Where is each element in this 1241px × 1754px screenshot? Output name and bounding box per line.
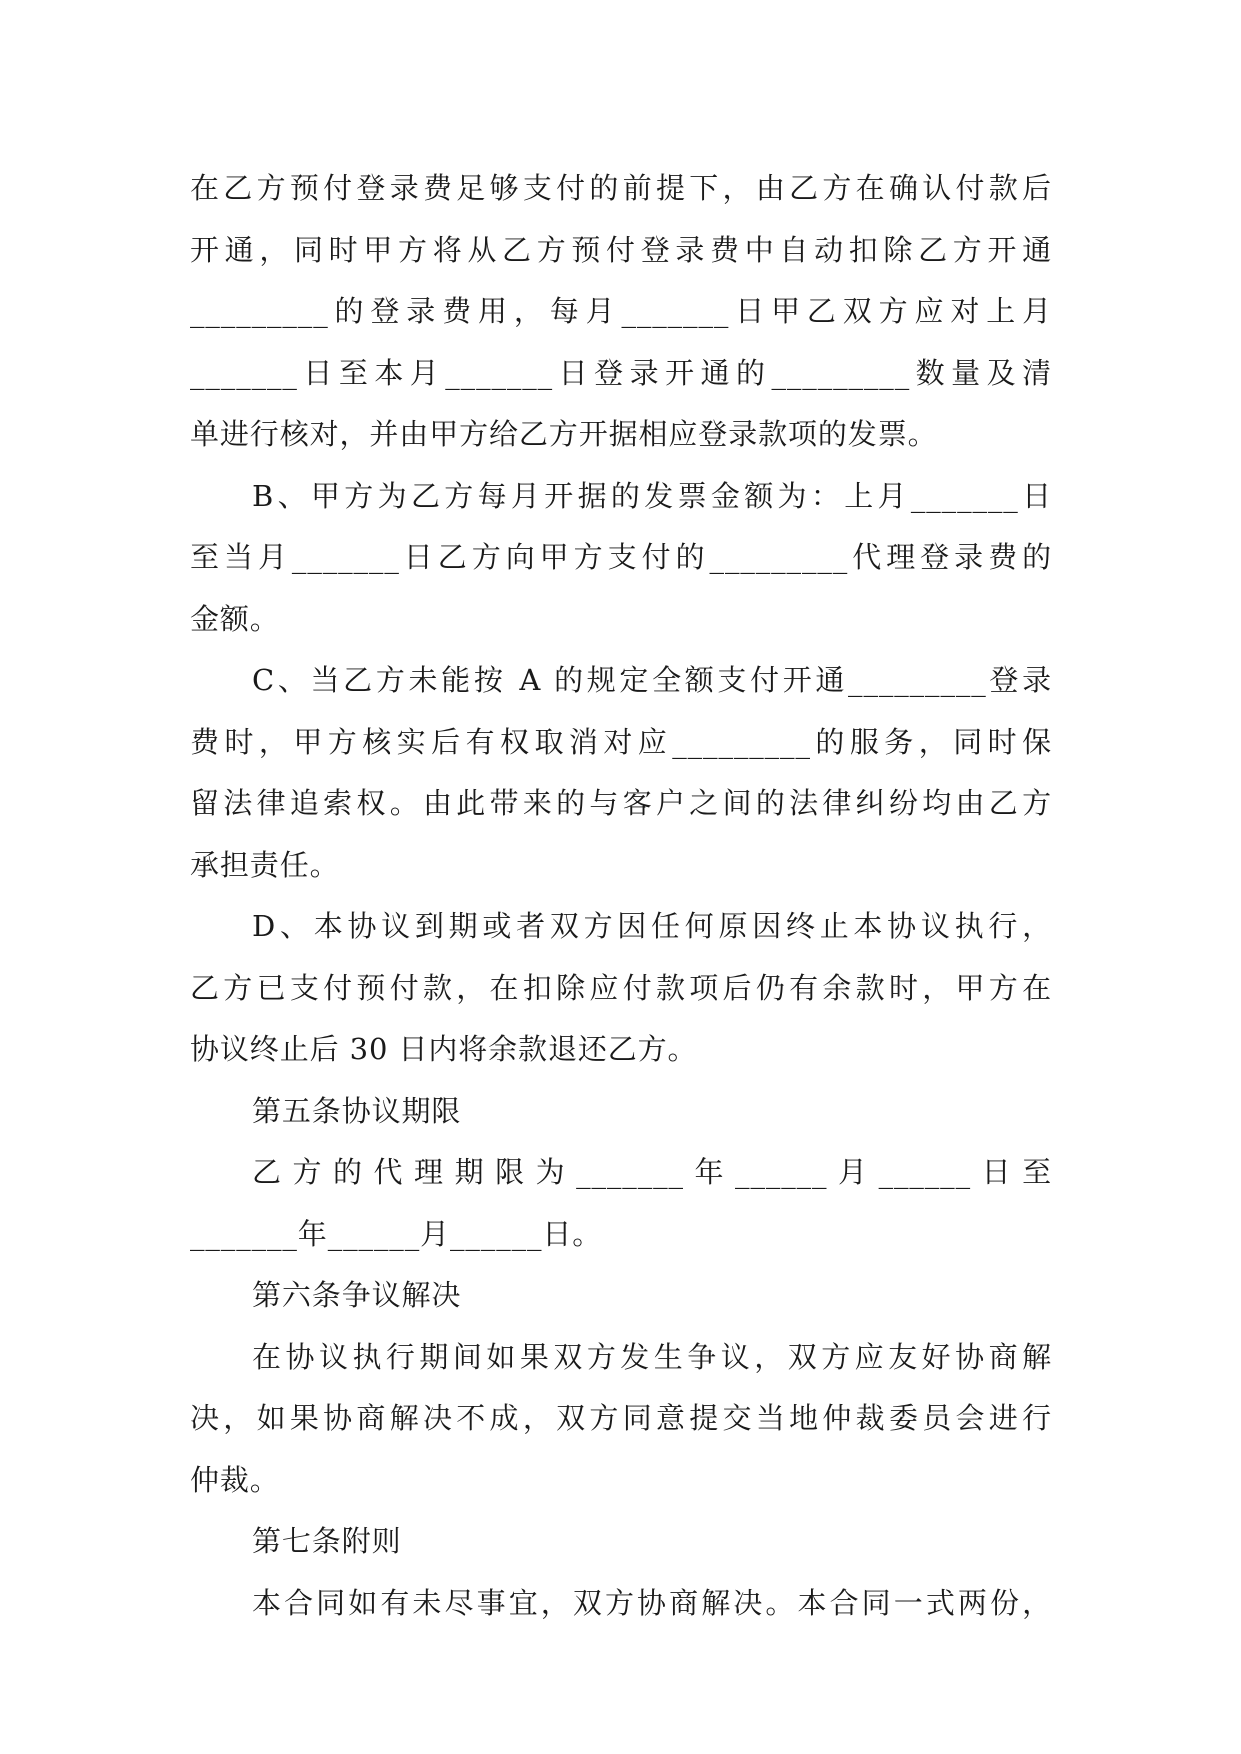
section-heading: 第五条协议期限 <box>252 1093 462 1128</box>
clause-d-line: D、本协议到期或者双方因任何原因终止本协议执行， <box>252 909 1052 943</box>
clause-b-line: B、甲方为乙方每月开据的发票金额为：上月_______日 <box>252 478 1052 513</box>
paragraph-line: 金额。 <box>190 601 280 636</box>
paragraph-line: 单进行核对，并由甲方给乙方开据相应登录款项的发票。 <box>190 417 938 451</box>
paragraph-line: _______年______月______日。 <box>190 1216 603 1251</box>
paragraph-line: 在协议执行期间如果双方发生争议，双方应友好协商解 <box>252 1339 1052 1374</box>
paragraph-line: 开通，同时甲方将从乙方预付登录费中自动扣除乙方开通 <box>190 232 1052 267</box>
paragraph-line: _________的登录费用，每月_______日甲乙双方应对上月 <box>190 294 1052 328</box>
paragraph-line: 留法律追索权。由此带来的与客户之间的法律纠纷均由乙方 <box>190 786 1052 820</box>
paragraph-line: 在乙方预付登录费足够支付的前提下，由乙方在确认付款后 <box>190 171 1052 205</box>
paragraph-line: 本合同如有未尽事宜，双方协商解决。本合同一式两份， <box>252 1585 1052 1620</box>
paragraph-line: 乙方已支付预付款，在扣除应付款项后仍有余款时，甲方在 <box>190 970 1052 1005</box>
document-page <box>190 158 1052 1634</box>
paragraph-line: 决，如果协商解决不成，双方同意提交当地仲裁委员会进行 <box>190 1401 1052 1435</box>
clause-c-line: C、当乙方未能按 A 的规定全额支付开通_________登录 <box>252 663 1052 697</box>
section-heading: 第六条争议解决 <box>252 1278 462 1312</box>
paragraph-line: 乙方的代理期限为_______年______月______日至 <box>252 1155 1052 1189</box>
paragraph-line: 仲裁。 <box>190 1462 280 1497</box>
paragraph-line: _______日至本月_______日登录开通的_________数量及清 <box>190 355 1052 390</box>
section-heading: 第七条附则 <box>252 1524 402 1558</box>
paragraph-line: 至当月_______日乙方向甲方支付的_________代理登录费的 <box>190 540 1052 574</box>
paragraph-line: 承担责任。 <box>190 847 340 882</box>
paragraph-line: 协议终止后 30 日内将余款退还乙方。 <box>190 1032 698 1066</box>
paragraph-line: 费时，甲方核实后有权取消对应_________的服务，同时保 <box>190 724 1052 759</box>
